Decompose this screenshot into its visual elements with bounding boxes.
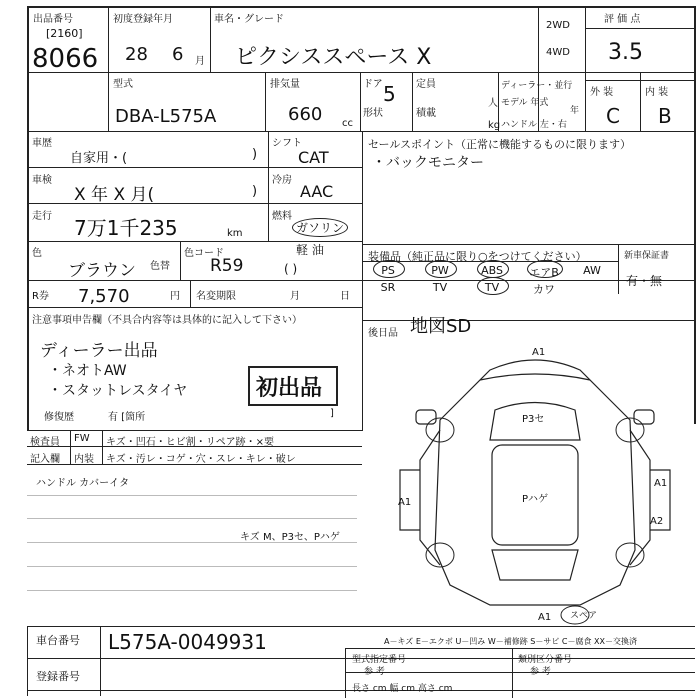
type-cert-label: 型式指定番号 bbox=[352, 655, 407, 665]
color-change-label: 色替 bbox=[150, 261, 170, 272]
notes-line-3: ・スタットレスタイヤ bbox=[48, 383, 188, 399]
sales-point-value: ・バックモニター bbox=[372, 155, 484, 171]
fuel-label: 燃料 bbox=[272, 211, 292, 222]
warranty-label: 新車保証書 bbox=[624, 251, 670, 261]
fw-label: FW bbox=[74, 433, 90, 444]
vehicle-dimensions: 長さ cm 幅 cm 高さ cm bbox=[352, 684, 453, 694]
load-unit: kg bbox=[488, 120, 501, 131]
model-year-label: モデル 年式 bbox=[501, 98, 549, 108]
fuel-other: ( ) bbox=[284, 262, 298, 276]
yen-unit: 円 bbox=[170, 291, 180, 302]
mileage-label: 走行 bbox=[32, 211, 52, 222]
exterior-label: 外 装 bbox=[590, 87, 614, 98]
4wd-option: 4WD bbox=[546, 47, 570, 58]
notes-line-2: ・ネオトAW bbox=[48, 363, 127, 379]
color-value: ブラウン bbox=[68, 261, 136, 281]
repair-history-close: ] bbox=[330, 408, 334, 419]
after-items-value: 地図SD bbox=[410, 316, 472, 337]
class-number-ref: 参 考 bbox=[530, 667, 551, 677]
ps-circle-mark bbox=[373, 260, 405, 278]
inspection-label: 車検 bbox=[32, 175, 52, 186]
displacement-value: 660 bbox=[288, 104, 323, 125]
equip-ps: PS bbox=[381, 264, 395, 277]
color-code-value: R59 bbox=[210, 256, 244, 276]
interior-grade: B bbox=[658, 104, 672, 128]
lot-number: 8066 bbox=[32, 44, 99, 74]
month-unit: 月 bbox=[195, 56, 205, 67]
expiry-month-unit: 月 bbox=[290, 291, 300, 302]
history-value: 自家用・( bbox=[70, 151, 128, 166]
tv-circle-mark bbox=[477, 277, 509, 295]
equip-sr: SR bbox=[380, 281, 396, 294]
inspection-close: ) bbox=[252, 184, 258, 199]
diagram-label-right-2: A2 bbox=[650, 516, 664, 527]
color-label: 色 bbox=[32, 248, 42, 259]
fuel-diesel: 軽 油 bbox=[296, 243, 324, 257]
lot-sub-number: [2160] bbox=[46, 27, 83, 40]
diagram-label-front: A1 bbox=[532, 347, 546, 358]
stamp-text: 初出品 bbox=[256, 376, 323, 401]
year-unit: 年 bbox=[570, 106, 580, 116]
lot-number-label: 出品番号 bbox=[33, 14, 73, 25]
2wd-option: 2WD bbox=[546, 20, 570, 31]
shift-value: CAT bbox=[298, 148, 329, 167]
after-items-label: 後日品 bbox=[368, 328, 398, 339]
load-label: 積載 bbox=[416, 108, 436, 119]
fw-items: キズ・凹石・ヒビ割・リペア跡・×要 bbox=[106, 437, 274, 448]
equip-aw: AW bbox=[583, 264, 601, 277]
diagram-label-roof: Pハゲ bbox=[522, 494, 549, 505]
damage-legend: A－キズ E－エクボ U－凹み W－補修跡 S－サビ C－腐食 XX－交換済 bbox=[384, 637, 638, 646]
recycle-value: 7,570 bbox=[78, 286, 130, 307]
inspector-label: 検査員 bbox=[30, 437, 60, 448]
handwritten-note-1: ハンドル カバーイタ bbox=[36, 478, 130, 489]
equip-tv: TV bbox=[432, 281, 448, 294]
registration-month: 6 bbox=[172, 44, 184, 65]
type-cert-ref: 参 考 bbox=[364, 667, 385, 677]
ac-label: 冷房 bbox=[272, 175, 292, 186]
handle-label: ハンドル 左・右 bbox=[501, 120, 567, 130]
abs-circle-mark bbox=[477, 260, 509, 278]
ac-value: AAC bbox=[300, 182, 334, 201]
first-registration-label: 初度登録年月 bbox=[113, 14, 173, 25]
expiry-day-unit: 日 bbox=[340, 291, 350, 302]
warranty-value: 有・無 bbox=[626, 274, 663, 288]
grade-value: 3.5 bbox=[608, 40, 643, 65]
mileage-value: 7万1千235 bbox=[74, 216, 178, 240]
model-code: DBA-L575A bbox=[115, 106, 217, 127]
model-code-label: 型式 bbox=[113, 79, 133, 90]
notes-line-1: ディーラー出品 bbox=[40, 341, 158, 361]
car-damage-diagram bbox=[380, 340, 690, 630]
fuel-gasoline: ガソリン bbox=[292, 218, 348, 237]
dealer-import-label: ディーラー・並行 bbox=[501, 81, 573, 91]
entry-label: 記入欄 bbox=[30, 454, 60, 465]
door-count: 5 bbox=[383, 82, 396, 106]
equip-airbag: エアB bbox=[529, 266, 559, 279]
car-name-label: 車名・グレード bbox=[214, 14, 284, 25]
interior-section-label: 内装 bbox=[74, 454, 94, 465]
equipment-label: 装備品（純正品に限り○をつけてください） bbox=[368, 250, 587, 263]
recycle-label: R券 bbox=[32, 291, 49, 302]
displacement-label: 排気量 bbox=[270, 79, 300, 90]
sales-point-label: セールスポイント（正常に機能するものに限ります） bbox=[368, 138, 632, 151]
spare-label: スペア bbox=[570, 611, 598, 621]
door-label: ドア bbox=[363, 79, 383, 90]
diagram-label-rear: A1 bbox=[538, 612, 552, 623]
history-label: 車歴 bbox=[32, 138, 52, 149]
notes-label: 注意事項申告欄（不具合内容等は具体的に記入して下さい） bbox=[32, 315, 302, 326]
pw-circle-mark bbox=[425, 260, 457, 278]
diagram-label-hood: P3セ bbox=[522, 414, 545, 425]
repair-history-value: 有 [箇所 bbox=[108, 412, 146, 423]
handwritten-note-2: キズ M、P3セ、Pハゲ bbox=[240, 532, 340, 543]
color-code-label: 色コード bbox=[184, 248, 224, 259]
chassis-number: L575A-0049931 bbox=[108, 630, 267, 654]
registration-year: 28 bbox=[125, 44, 148, 65]
exterior-grade: C bbox=[606, 104, 620, 128]
km-unit: km bbox=[227, 228, 243, 239]
inspection-value: X 年 X 月( bbox=[74, 185, 155, 205]
diagram-label-right-1: A1 bbox=[654, 478, 668, 489]
body-shape-label: 形状 bbox=[363, 108, 383, 119]
equip-leather: カワ bbox=[533, 283, 555, 296]
grade-label: 評 価 点 bbox=[604, 14, 641, 25]
equip-pw: PW bbox=[431, 264, 449, 277]
airbag-circle-mark bbox=[527, 260, 563, 278]
chassis-number-label: 車台番号 bbox=[36, 634, 80, 647]
equip-tv-2: TV bbox=[484, 281, 500, 294]
equip-abs: ABS bbox=[481, 264, 503, 277]
first-listing-stamp bbox=[248, 366, 338, 406]
car-name-grade: ピクシススペース X bbox=[235, 45, 432, 70]
registration-number-label: 登録番号 bbox=[36, 670, 80, 683]
cc-unit: cc bbox=[342, 118, 353, 129]
capacity-label: 定員 bbox=[416, 79, 436, 90]
capacity-unit: 人 bbox=[488, 98, 498, 109]
history-close: ) bbox=[252, 147, 258, 162]
interior-items: キズ・汚レ・コゲ・穴・スレ・キレ・破レ bbox=[106, 454, 296, 465]
name-change-label: 名変期限 bbox=[196, 291, 236, 302]
repair-history-label: 修復歴 bbox=[44, 412, 74, 423]
diagram-label-left: A1 bbox=[398, 497, 412, 508]
shift-label: シフト bbox=[272, 138, 302, 149]
class-number-label: 類別区分番号 bbox=[518, 655, 573, 665]
interior-label: 内 装 bbox=[645, 87, 669, 98]
